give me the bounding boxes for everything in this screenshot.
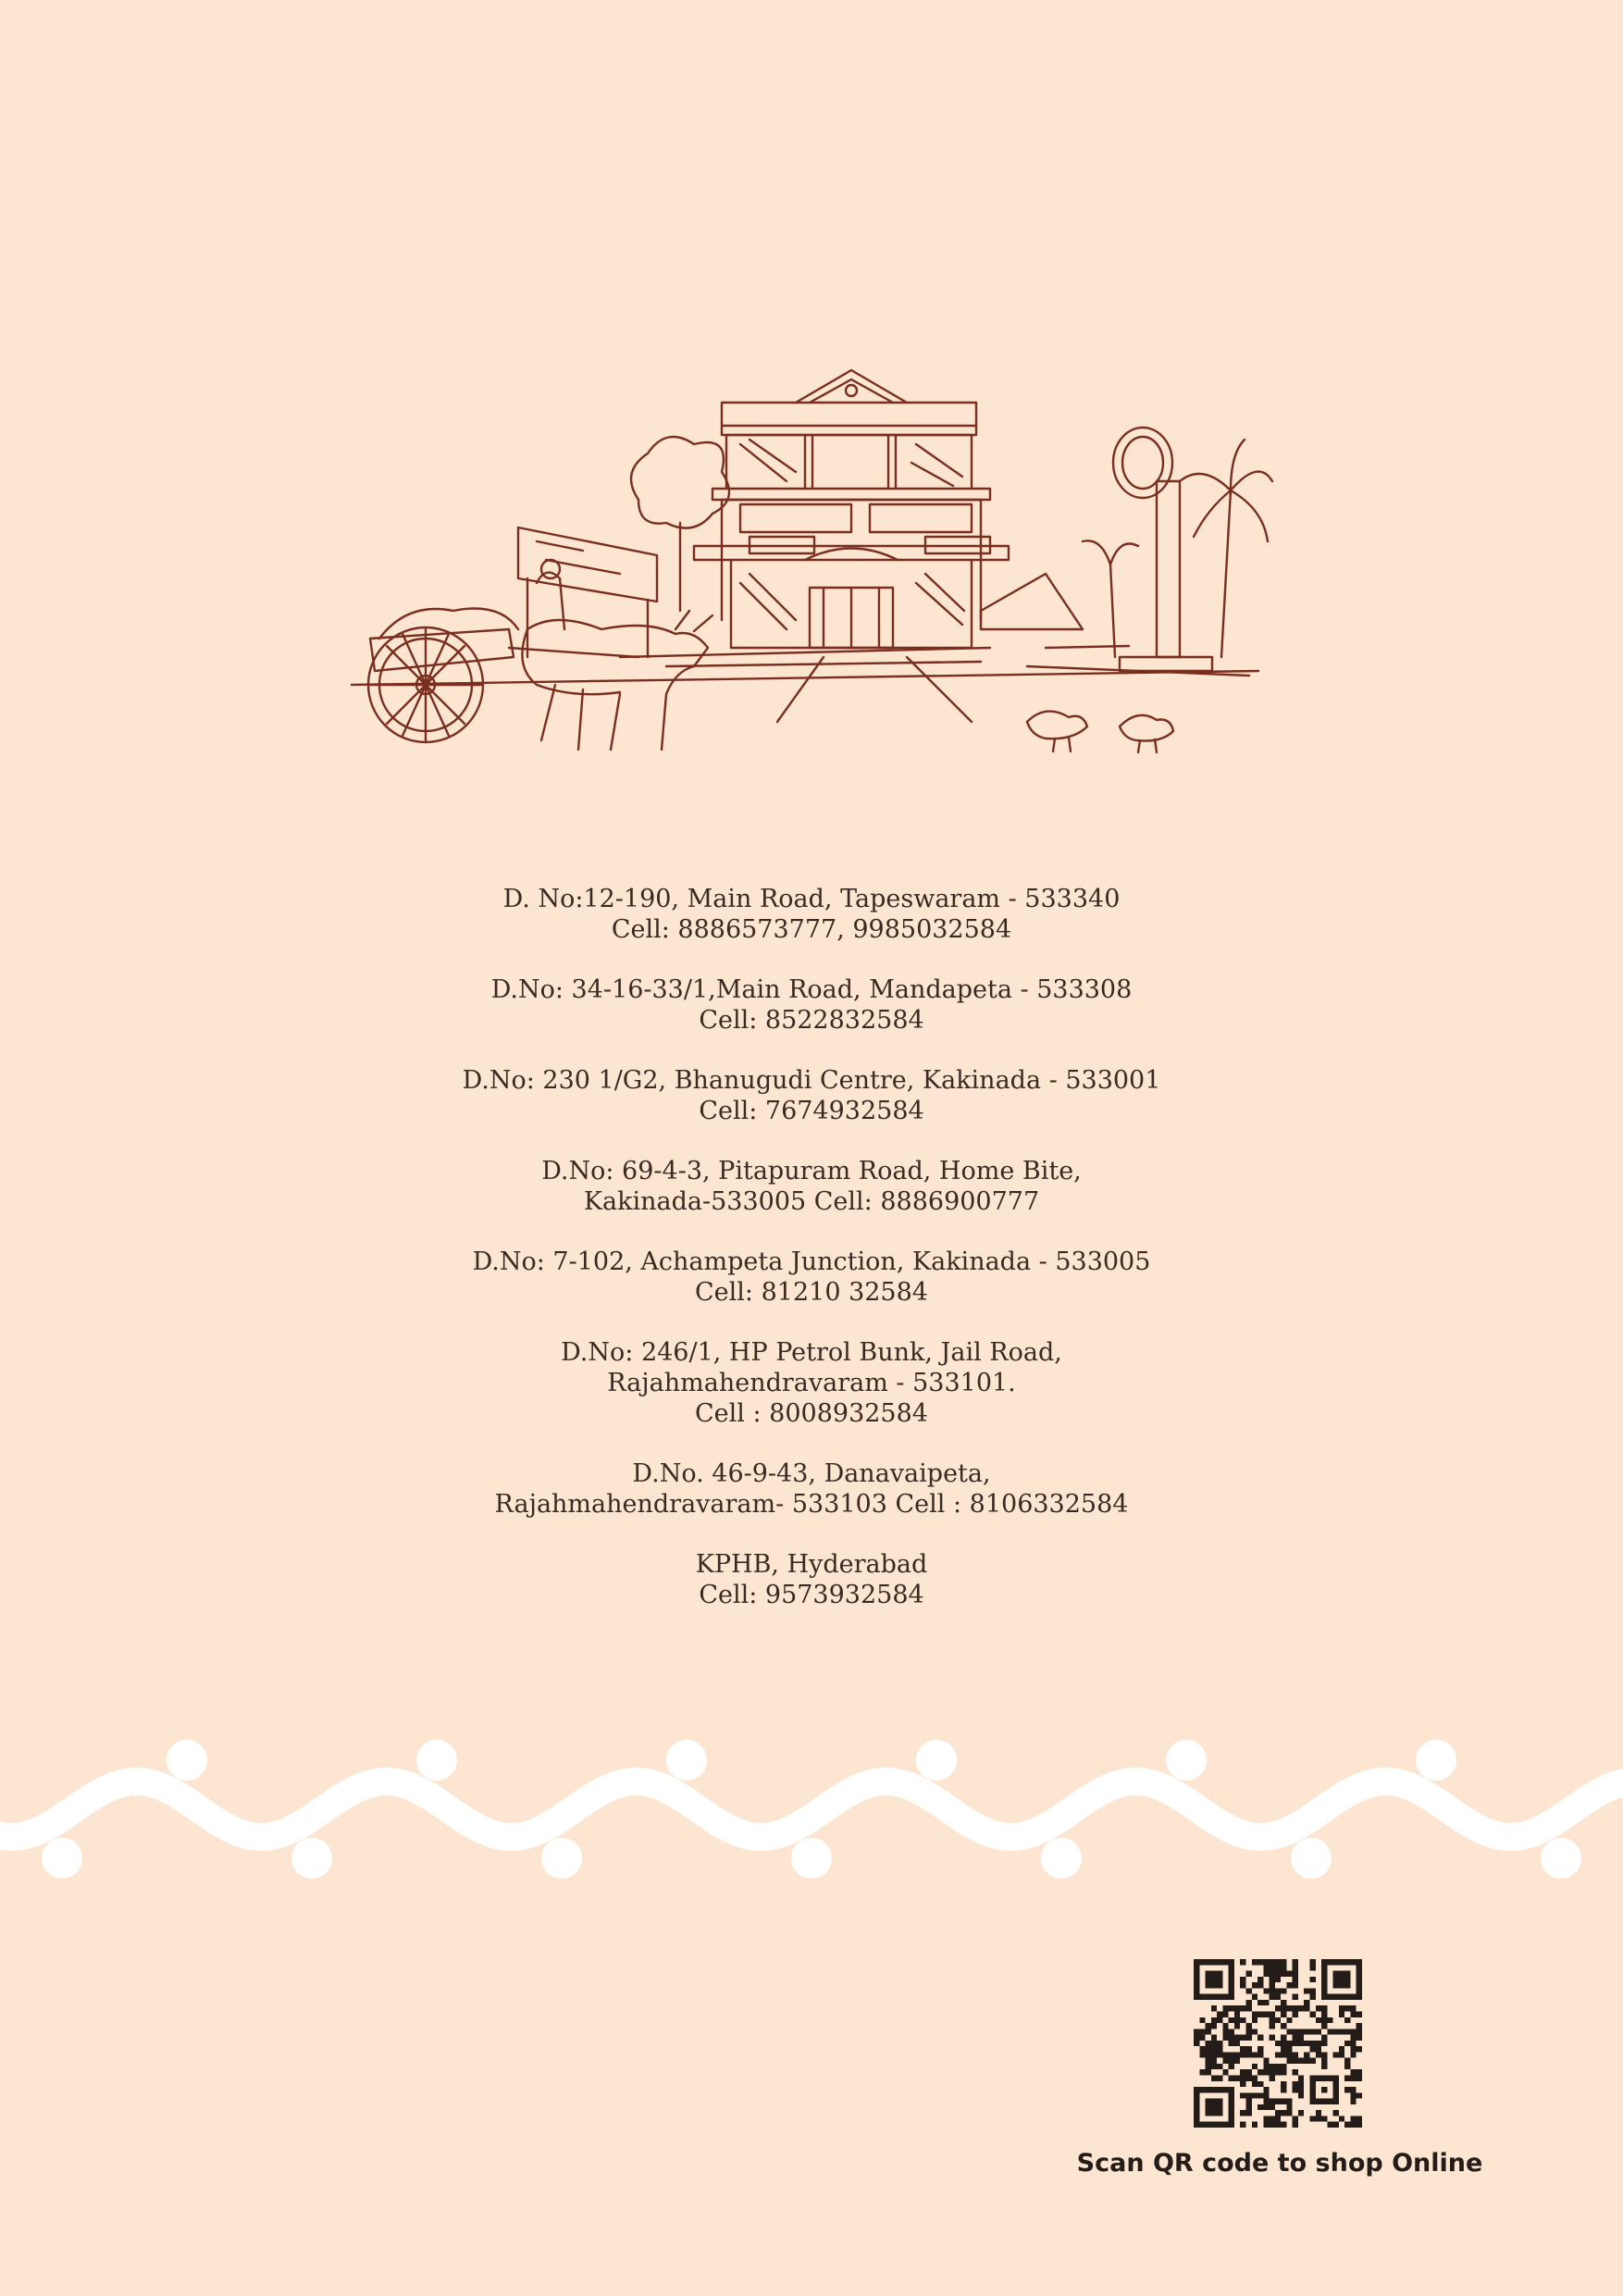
address-line: D.No: 230 1/G2, Bhanugudi Centre, Kakinada - 533001 — [462, 1066, 1161, 1095]
address-block-kakinada-pitapuram — [349, 1156, 1274, 1217]
qr-code-icon[interactable] — [1194, 1959, 1362, 2128]
address-line: Rajahmahendravaram - 533101. — [607, 1369, 1016, 1397]
address-phone: Cell: 8522832584 — [699, 1006, 924, 1035]
decorative-wave-border — [0, 1740, 1623, 1879]
wave-dot — [666, 1740, 707, 1781]
address-block-mandapeta — [349, 974, 1274, 1036]
store-address-list — [349, 884, 1274, 1640]
wave-dot — [1041, 1838, 1082, 1879]
shop-building-sketch-icon — [342, 352, 1277, 805]
qr-caption: Scan QR code to shop Online — [1076, 2149, 1483, 2178]
wave-dot — [416, 1740, 457, 1781]
address-block-tapeswaram — [349, 884, 1274, 945]
address-phone: Kakinada-533005 Cell: 8886900777 — [583, 1187, 1040, 1216]
address-line: D.No. 46-9-43, Danavaipeta, — [632, 1459, 991, 1488]
wave-dot — [1541, 1838, 1581, 1879]
wave-dot — [291, 1838, 332, 1879]
address-block-hyderabad — [349, 1549, 1274, 1610]
wave-dot — [541, 1838, 582, 1879]
address-phone: Rajahmahendravaram- 533103 Cell : 8106332584 — [494, 1490, 1129, 1519]
wave-dot — [1166, 1740, 1207, 1781]
address-block-kakinada-achampeta — [349, 1247, 1274, 1308]
address-line: D.No: 69-4-3, Pitapuram Road, Home Bite, — [541, 1157, 1082, 1185]
address-phone: Cell: 9573932584 — [699, 1581, 924, 1609]
address-block-kakinada-bhanugudi — [349, 1065, 1274, 1126]
wave-dot — [1416, 1740, 1456, 1781]
wave-dot — [42, 1838, 82, 1879]
wave-dot — [916, 1740, 957, 1781]
address-block-rajahmahendravaram-jail-road — [349, 1337, 1274, 1429]
address-phone: Cell: 8886573777, 9985032584 — [611, 915, 1012, 944]
address-block-rajahmahendravaram-danavaipeta — [349, 1458, 1274, 1520]
address-line: D.No: 246/1, HP Petrol Bunk, Jail Road, — [561, 1338, 1062, 1367]
address-line: KPHB, Hyderabad — [695, 1550, 928, 1579]
address-phone: Cell : 8008932584 — [695, 1399, 928, 1428]
address-line: D.No: 34-16-33/1,Main Road, Mandapeta - 533308 — [490, 975, 1133, 1004]
address-phone: Cell: 7674932584 — [699, 1097, 924, 1125]
wave-dot — [167, 1740, 207, 1781]
wave-dot — [791, 1838, 832, 1879]
address-phone: Cell: 81210 32584 — [695, 1278, 928, 1307]
address-line: D. No:12-190, Main Road, Tapeswaram - 533340 — [502, 885, 1121, 913]
wave-dot — [1291, 1838, 1332, 1879]
address-line: D.No: 7-102, Achampeta Junction, Kakinada - 533005 — [472, 1247, 1151, 1276]
